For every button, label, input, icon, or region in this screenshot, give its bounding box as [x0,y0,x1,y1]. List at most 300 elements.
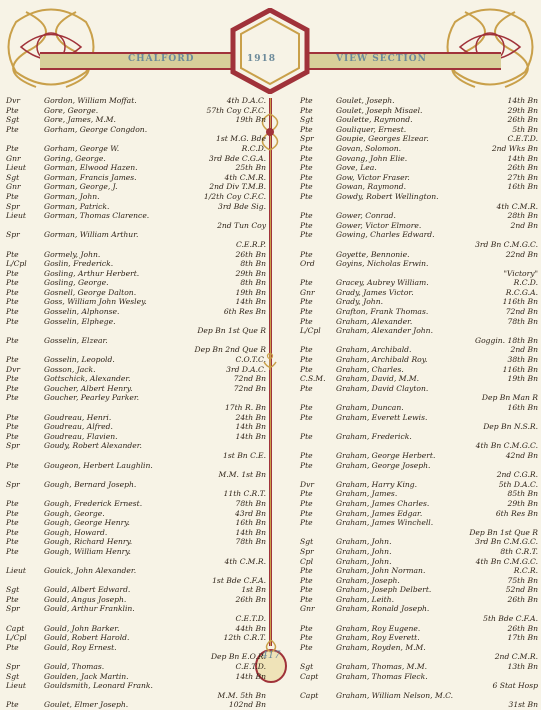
unit: 78th Bn [235,537,266,547]
rank: Spr [300,134,314,144]
list-item [4,345,266,355]
unit: 14th Bn [235,671,266,681]
rank: Pte [6,143,19,153]
unit: R.C.G.A. [505,287,538,297]
rank: Pte [6,594,19,604]
rank: Capt [300,671,319,681]
unit: 72nd Bn [505,307,538,317]
list-item [300,221,538,231]
unit: 8th Bn [240,278,266,288]
rank: Pte [300,594,313,604]
list-item [4,144,266,154]
soldier-name: Gosselin, Leopold. [44,355,115,365]
rank: Pte [300,297,313,307]
unit: 19th Bn [235,115,266,125]
soldier-name: Goudreau, Alfred. [44,422,113,432]
rank: Spr [6,230,20,240]
list-item [4,576,266,586]
soldier-name: Graham, Thomas Fleck. [336,671,428,681]
rank: Pte [300,450,313,460]
list-item [4,173,266,183]
unit: 5th Bde C.F.A. [483,614,538,624]
rank: Pte [6,527,19,537]
unit: 44th Bn [235,623,266,633]
list-item [300,269,538,279]
soldier-name: Graham, James Winchell. [336,518,434,528]
soldier-name: Graham, Ronald Joseph. [336,604,430,614]
soldier-name: Graham, James. [336,489,398,499]
list-item [4,489,266,499]
list-item [300,96,538,106]
list-item [300,307,538,317]
list-item [300,585,538,595]
list-item [300,537,538,547]
rank: Dvr [300,479,315,489]
list-item [4,317,266,327]
unit: Dep Bn E.O.R. [210,652,266,662]
list-item [4,115,266,125]
rank: Pte [6,460,19,470]
soldier-name: Gould, Angus Joseph. [44,594,127,604]
unit: 43rd Bn [234,508,266,518]
list-item [4,297,266,307]
rank: Pte [300,345,313,355]
unit: 26th Bn [507,163,538,173]
soldier-name: Gorman, Thomas Clarence. [44,211,150,221]
list-item [300,278,538,288]
list-item [300,250,538,260]
unit: 16th Bn [507,182,538,192]
unit: 8th C.R.T. [500,546,538,556]
banner-right-text: VIEW SECTION [336,54,427,64]
soldier-name: Goulet, Joseph. [336,96,395,105]
soldier-name: Gorham, George W. [44,143,120,153]
list-item [300,393,538,403]
list-item [4,393,266,403]
unit: 57th Coy C.F.C. [206,105,266,115]
soldier-name: Grafton, Frank Thomas. [336,307,429,317]
unit: 5th Bn [512,124,538,134]
soldier-name: Gould, Robert Harold. [44,633,130,643]
list-item [300,691,538,701]
unit: R.C.R. [513,566,538,576]
list-item [4,470,266,480]
soldier-name: Gove, Lea. [336,163,377,173]
list-item [300,365,538,375]
list-item [300,700,538,710]
unit: 14th Bn [235,527,266,537]
banner-center-text: 1918 [247,54,277,64]
unit: 1/2th Coy C.F.C. [203,191,266,201]
soldier-name: Gosselin, Elphege. [44,316,116,326]
rank: Pte [300,249,313,259]
rank: Pte [300,211,313,221]
soldier-name: Gough, Howard. [44,527,108,537]
list-item [300,528,538,538]
rank: L/Cpl [300,326,321,336]
list-item [300,547,538,557]
unit: 2nd Bn [510,220,538,230]
soldier-name: Graham, David Clayton. [336,383,429,393]
rank: Pte [6,498,19,508]
list-item [300,672,538,682]
rank: Pte [300,307,313,317]
rank: Pte [300,163,313,173]
list-item [4,384,266,394]
soldier-name: Gorham, George Congdon. [44,124,148,134]
unit: 78th Bn [507,316,538,326]
rank: Pte [6,278,19,288]
rank: Pte [6,642,19,652]
unit: 1st Bn [241,585,266,595]
list-item [4,700,266,710]
list-item [300,461,538,471]
unit: 4th Bn C.M.G.C. [475,556,538,566]
unit: 2nd Wks Bn [491,143,538,153]
soldier-name: Gormely, John. [44,249,101,259]
rank: Pte [300,498,313,508]
unit: 26th Bn [507,623,538,633]
soldier-name: Graham, Harry King. [336,479,418,489]
list-item [4,154,266,164]
list-item [300,681,538,691]
unit: 26th Bn [507,594,538,604]
soldier-name: Gough, Bernard Joseph. [44,479,137,489]
rank: Pte [300,383,313,393]
soldier-name: Graham, Joseph Delbert. [336,585,432,595]
unit: Dep Bn 1st Que R [469,527,538,537]
rank: Pte [300,278,313,288]
unit: C.E.T.D. [235,662,266,672]
soldier-name: Gosselin, Alphonse. [44,307,120,317]
list-item [4,557,266,567]
rank: Pte [300,412,313,422]
list-item [4,681,266,691]
unit: Dep Bn N.S.R. [483,422,538,432]
soldier-name: Goudreau, Henri. [44,412,112,422]
soldier-name: Govang, John Elie. [336,153,408,163]
rank: Gnr [300,604,315,614]
unit: 4th D.A.C. [226,96,266,105]
soldier-name: Gorman, Francis James. [44,172,137,182]
soldier-name: Gough, George Henry. [44,518,130,528]
unit: 4th Bn C.M.G.C. [475,441,538,451]
list-item [300,614,538,624]
unit: 3rd Bn C.M.G.C. [475,239,538,249]
rank: L/Cpl [6,259,27,269]
list-item [300,595,538,605]
soldier-name: Goucher, Albert Henry. [44,383,133,393]
soldier-name: Goupie, Georges Elzear. [336,134,429,144]
hexagon-frame [229,8,311,94]
rank: Pte [300,124,313,134]
soldier-name: Gough, Frederick Ernest. [44,498,143,508]
unit: 26th Bn [235,249,266,259]
list-item [300,182,538,192]
list-item [4,672,266,682]
unit: 22nd Bn [505,249,538,259]
rank: Pte [300,182,313,192]
rank: Spr [300,546,314,556]
unit: 2nd Tun Coy [217,220,266,230]
rank: Capt [6,623,25,633]
rank: Sgt [6,115,20,125]
soldier-name: Graham, George Herbert. [336,450,436,460]
unit: M.M. 5th Bn [217,690,266,700]
rank: Pte [6,374,19,384]
rank: Pte [300,403,313,412]
rank: Sgt [300,662,314,672]
rank: Dvr [6,364,21,374]
soldier-name: Goyette, Bennonie. [336,249,410,259]
list-item [300,643,538,653]
list-item [300,317,538,327]
unit: 3rd D.A.C. [226,364,266,374]
rank: Gnr [300,287,315,297]
rank: Cpl [300,556,314,566]
list-item [300,345,538,355]
list-item [300,355,538,365]
unit: 31st Bn [508,700,538,710]
rank: Pte [300,489,313,499]
rank: Pte [6,508,19,518]
list-item [300,173,538,183]
soldier-name: Gould, Albert Edward. [44,585,131,595]
rank: Pte [300,518,313,528]
unit: R.C.D. [513,278,538,288]
list-item [4,250,266,260]
unit: 29th Bn [235,268,266,278]
soldier-name: Gould, Arthur Franklin. [44,604,135,614]
list-item [300,288,538,298]
rank: Spr [6,662,20,672]
rank: Lieut [6,681,26,691]
unit: M.M. 1st Bn [218,470,266,480]
soldier-name: Goring, George. [44,153,106,163]
list-item [4,633,266,643]
unit: 26th Bn [235,594,266,604]
rank: Pte [6,297,19,307]
rank: Pte [6,422,19,432]
list-item [300,432,538,442]
unit: 14th Bn [235,297,266,307]
rank: Pte [6,537,19,547]
soldier-name: Gorman, Elwood Hazen. [44,163,138,173]
soldier-name: Gosselin, Elzear. [44,335,108,345]
unit: 24th Bn [235,412,266,422]
soldier-name: Govan, Solomon. [336,143,402,153]
list-item [4,288,266,298]
list-item [300,384,538,394]
unit: Dep Bn Man R [481,393,538,403]
unit: 28th Bn [507,211,538,221]
unit: 25th Bn [235,163,266,173]
unit: R.C.D. [241,143,266,153]
unit: 2nd C.G.R. [496,470,538,480]
soldier-name: Gore, James, M.M. [44,115,116,125]
list-item [300,518,538,528]
unit: 4th C.M.R. [224,556,266,566]
list-item [300,202,538,212]
rank: Sgt [300,115,314,125]
rank: Lieut [6,211,26,221]
rank: Pte [6,124,19,134]
list-item [4,432,266,442]
unit: "Victory" [503,268,538,278]
list-item [300,297,538,307]
unit: Dep Bn 1st Que R [197,326,266,336]
list-item [4,537,266,547]
right-column [300,96,538,710]
soldier-name: Graham, Archibald. [336,345,412,355]
list-item [300,624,538,634]
list-item [4,96,266,106]
list-item [300,499,538,509]
list-item [300,489,538,499]
rank: Pte [6,412,19,422]
unit: 14th Bn [507,96,538,105]
unit: 85th Bn [507,489,538,499]
list-item [300,451,538,461]
list-item [300,144,538,154]
soldier-name: Gowdy, Robert Wellington. [336,191,439,201]
list-item [300,470,538,480]
rank: Pte [300,355,313,365]
list-item [300,576,538,586]
rank: Pte [300,143,313,153]
soldier-name: Gough, Richard Henry. [44,537,133,547]
unit: 2nd C.M.R. [494,652,538,662]
soldier-name: Gower, Victor Elmore. [336,220,422,230]
list-item [300,230,538,240]
list-item [4,547,266,557]
list-item [4,624,266,634]
list-item [4,662,266,672]
soldier-name: Goucher, Pearley Parker. [44,393,140,403]
soldier-name: Gould, Thomas. [44,662,105,672]
list-item [4,259,266,269]
unit: 4th C.M.R. [224,172,266,182]
unit: 2nd Bn [510,345,538,355]
unit: 11th C.R.T. [223,489,266,499]
soldier-name: Goulden, Jack Martin. [44,671,129,681]
list-item [4,691,266,701]
list-item [300,441,538,451]
soldier-name: Gordon, William Moffat. [44,96,137,105]
list-item [4,480,266,490]
rank: Sgt [6,172,20,182]
list-item [4,182,266,192]
list-item [4,192,266,202]
rank: Pte [300,230,313,240]
unit: C.E.T.D. [507,134,538,144]
unit: 72nd Bn [233,383,266,393]
list-item [4,422,266,432]
rank: Pte [6,307,19,317]
rank: Pte [6,518,19,528]
unit: 6th Res Bn [495,508,538,518]
unit: 14th Bn [507,153,538,163]
soldier-name: Goulet, Elmer Joseph. [44,700,129,710]
soldier-name: Graham, Archibald Roy. [336,355,428,365]
soldier-name: Graham, John Norman. [336,566,426,576]
rank: Pte [300,364,313,374]
soldier-name: Gracey, Aubrey William. [336,278,429,288]
rank: Pte [6,393,19,403]
unit: 13th Bn [507,662,538,672]
soldier-name: Graham, William Nelson, M.C. [336,690,454,700]
unit: 29th Bn [507,498,538,508]
soldier-name: Graham, Duncan. [336,403,404,412]
list-item [4,614,266,624]
page-number: 417 [261,650,281,661]
rank: Pte [300,220,313,230]
rank: Capt [300,690,319,700]
rank: Pte [6,335,19,345]
soldier-name: Gottschick, Alexander. [44,374,131,384]
list-item [4,163,266,173]
rank: Pte [6,383,19,393]
banner-left-text: CHALFORD [128,54,195,64]
list-item [300,480,538,490]
soldier-name: Gow, Victor Fraser. [336,172,410,182]
soldier-name: Graham, Leith. [336,594,394,604]
right-knot-ornament [445,2,535,92]
soldier-name: Graham, Frederick. [336,431,412,441]
rank: Pte [300,460,313,470]
soldier-name: Graham, Royden, M.M. [336,642,426,652]
soldier-name: Gouliquer, Ernest. [336,124,407,134]
rank: Spr [6,201,20,211]
unit: 78th Bn [235,498,266,508]
rank: Pte [6,105,19,115]
soldier-name: Graham, George Joseph. [336,460,431,470]
list-item [300,106,538,116]
rank: Pte [300,575,313,585]
unit: 17th Bn [507,633,538,643]
soldier-name: Graham, John. [336,546,392,556]
soldier-name: Gouldsmith, Leonard Frank. [44,681,153,691]
soldier-name: Gough, William Henry. [44,546,131,556]
rank: Pte [300,153,313,163]
left-column [4,96,266,710]
list-item [300,403,538,413]
list-item [300,336,538,346]
unit: 42nd Bn [505,450,538,460]
unit: 75th Bn [507,575,538,585]
unit: 16th Bn [507,403,538,412]
list-item [4,566,266,576]
unit: 72nd Bn [233,374,266,384]
soldier-name: Gould, John Barker. [44,623,120,633]
unit: C.E.R.P. [235,239,266,249]
soldier-name: Goyins, Nicholas Erwin. [336,259,429,269]
list-item [300,115,538,125]
list-item [4,441,266,451]
unit: 52nd Bn [505,585,538,595]
list-item [4,221,266,231]
soldier-name: Gorman, Patrick. [44,201,110,211]
soldier-name: Graham, David, M.M. [336,374,420,384]
rank: Spr [6,441,20,451]
list-item [4,355,266,365]
unit: 14th Bn [235,431,266,441]
soldier-name: Grady, James Victor. [336,287,414,297]
rank: Spr [6,604,20,614]
soldier-name: Graham, Alexander John. [336,326,433,336]
unit: 102nd Bn [228,700,266,710]
soldier-name: Graham, Roy Everett. [336,633,420,643]
